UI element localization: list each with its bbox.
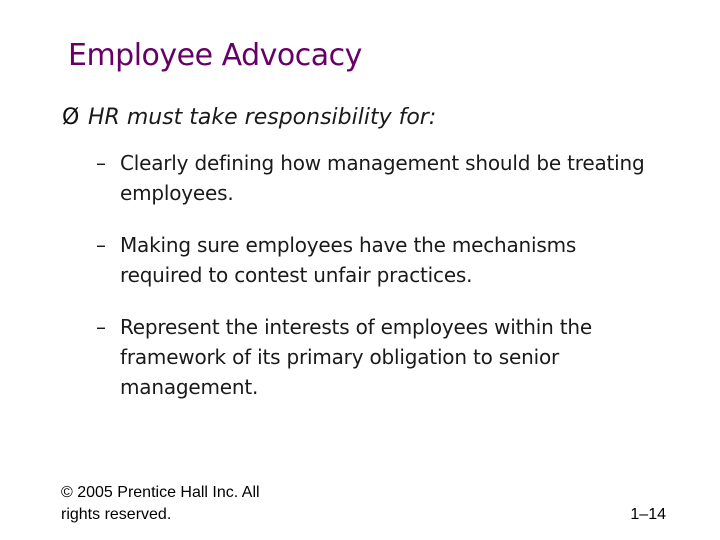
sub-bullet-item [96,148,656,208]
sub-bullet-item [96,230,656,290]
sub-bullet-text: Making sure employees have the mechanisms required to contest unfair practices. [120,233,577,287]
dash-bullet-icon: – [96,151,106,175]
sub-bullet-list [96,148,656,424]
sub-bullet-item [96,312,656,402]
dash-bullet-icon: – [96,315,106,339]
slide-title: Employee Advocacy [68,38,362,73]
page-number: 1–14 [630,506,666,523]
main-bullet [62,102,436,134]
sub-bullet-text: Clearly defining how management should be treating employees. [120,151,645,205]
sub-bullet-text: Represent the interests of employees within the framework of its primary obligation to senior management. [120,315,592,399]
arrow-bullet-icon: Ø [62,105,80,130]
dash-bullet-icon: – [96,233,106,257]
footer-copyright: © 2005 Prentice Hall Inc. All rights reserved. [61,484,260,523]
main-bullet-text: HR must take responsibility for: [88,105,437,130]
